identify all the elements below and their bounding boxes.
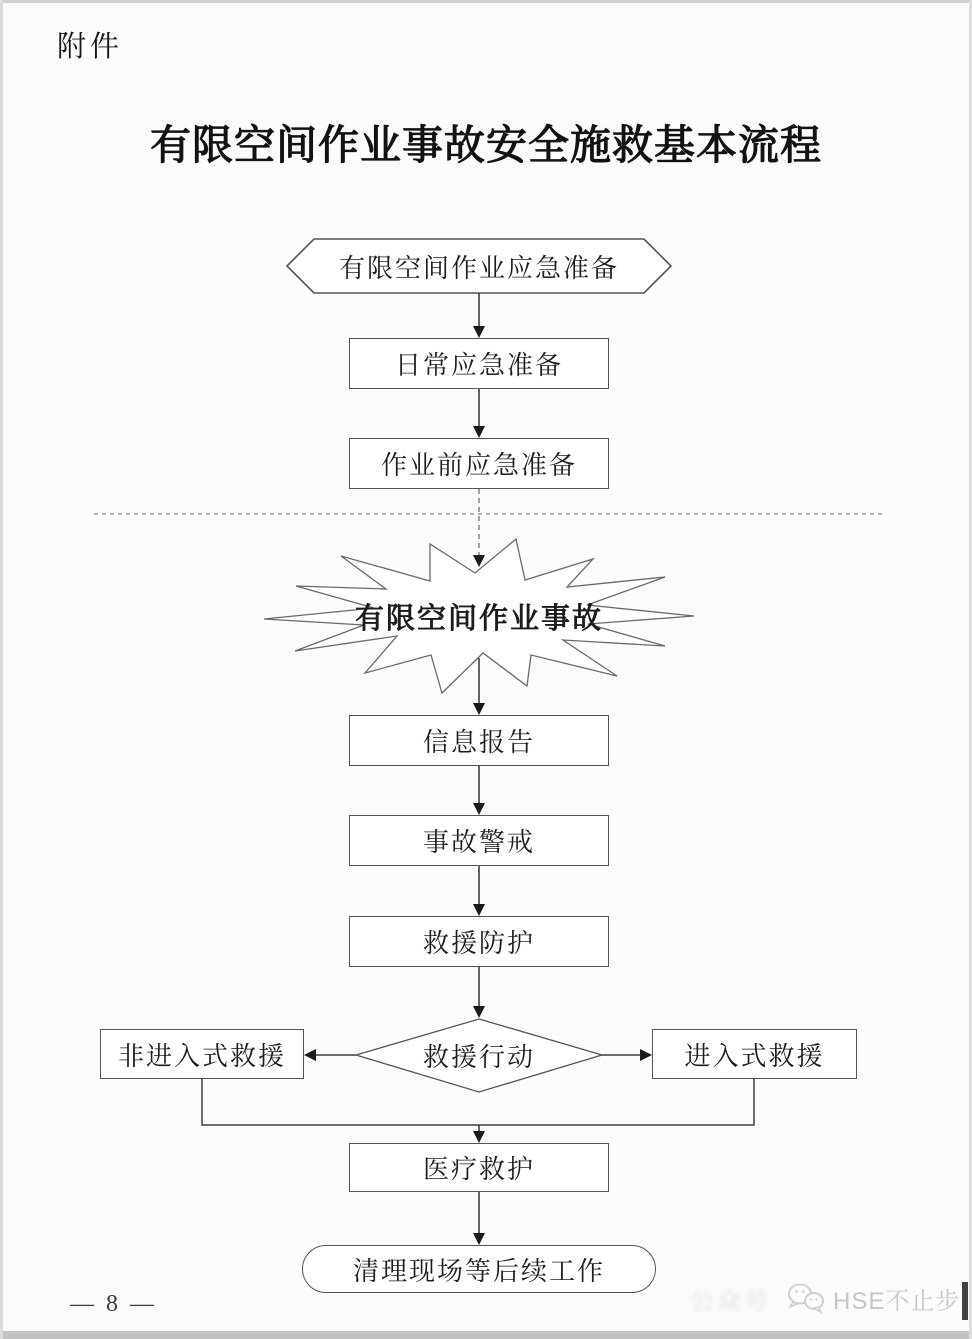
watermark [690,1278,960,1318]
node-label-pre-work-prep: 作业前应急准备 [380,450,577,480]
right-edge-mark [962,1282,968,1320]
node-daily-prep [349,338,609,389]
node-entry-rescue [652,1029,857,1079]
arrowhead-down [473,904,485,916]
node-label-rescue-protect: 救援防护 [422,928,535,958]
node-info-report [349,715,609,766]
node-label-accident: 有限空间作业事故 [354,602,603,635]
node-label-daily-prep: 日常应急准备 [394,350,563,380]
node-label-cleanup: 清理现场等后续工作 [352,1255,605,1286]
arrowhead-down [473,326,485,338]
node-label-non-entry-rescue: 非进入式救援 [117,1040,286,1071]
faint-watermark-text: 公众号 [690,1287,771,1315]
node-label-info-report: 信息报告 [422,727,535,757]
arrowhead-down [473,1233,485,1245]
node-label-rescue-action: 救援行动 [422,1041,535,1072]
page-title: 有限空间作业事故安全施救基本流程 [150,122,822,168]
arrowhead-down [473,703,485,715]
arrowhead-down [473,803,485,815]
arrowhead-down [473,426,485,438]
node-rescue-protect [349,916,609,967]
arrowhead-left [304,1049,316,1061]
arrowhead-down [473,1006,485,1018]
node-cleanup [302,1245,656,1293]
hexagon-shape-emergency-prep [287,239,671,293]
node-accident-cordon [349,815,609,866]
page-number: — 8 — [70,1291,154,1317]
node-label-accident-cordon: 事故警戒 [422,827,535,857]
node-label-emergency-prep: 有限空间作业应急准备 [338,252,619,283]
wechat-icon [785,1281,829,1315]
arrowhead-down [473,555,485,567]
node-label-medical-aid: 医疗救护 [422,1154,535,1184]
arrowhead-right [640,1049,652,1061]
node-label-entry-rescue: 进入式救援 [684,1040,825,1071]
diamond-shape-rescue-action [356,1019,602,1092]
watermark-brand-text: HSE不止步 [833,1287,961,1315]
node-non-entry-rescue [100,1029,304,1079]
arrowhead-down [473,1131,485,1143]
attachment-label: 附件 [57,31,124,63]
node-pre-work-prep [349,438,609,489]
node-medical-aid [349,1143,609,1192]
